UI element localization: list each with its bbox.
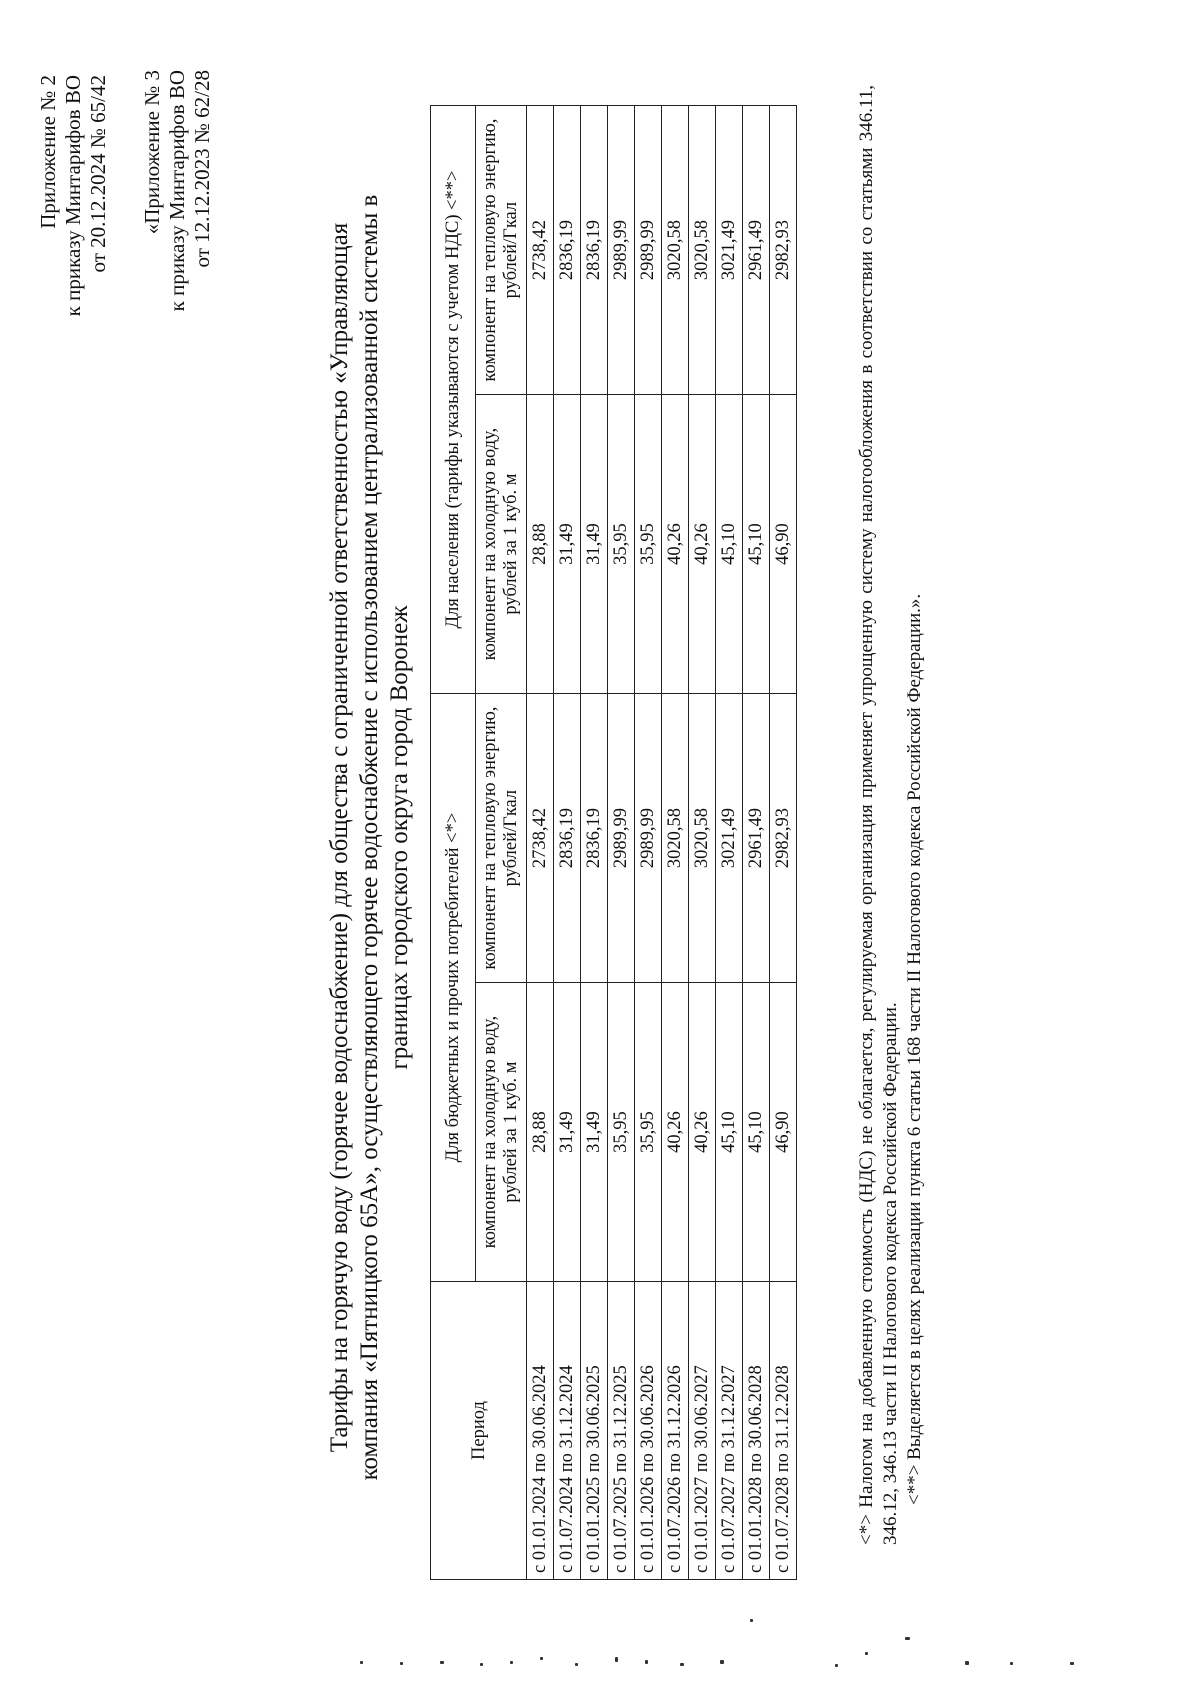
scan-speck <box>680 1663 684 1666</box>
title-line-3: границах городского округа город Воронеж <box>386 605 413 1070</box>
cell-population-heat: 2836,19 <box>581 106 608 395</box>
table-row <box>635 106 662 1580</box>
cell-population-water: 45,10 <box>716 395 743 694</box>
cell-budget-heat: 2836,19 <box>554 694 581 983</box>
scan-speck <box>750 1619 753 1622</box>
table-row <box>527 106 554 1580</box>
appendix-current-order: к приказу Минтарифов ВО <box>61 75 85 317</box>
scan-speck <box>1070 1662 1074 1665</box>
cell-population-heat: 2738,42 <box>527 106 554 395</box>
cell-budget-heat: 2738,42 <box>527 694 554 983</box>
cell-budget-water: 31,49 <box>554 983 581 1282</box>
cell-period: с 01.07.2025 по 31.12.2025 <box>608 1282 635 1580</box>
cell-budget-heat: 2836,19 <box>581 694 608 983</box>
cell-population-water: 40,26 <box>689 395 716 694</box>
cell-population-water: 46,90 <box>770 395 797 694</box>
cell-budget-water: 40,26 <box>662 983 689 1282</box>
scan-speck <box>965 1661 969 1665</box>
table-row <box>608 106 635 1580</box>
scan-speck <box>1010 1662 1013 1665</box>
appendix-previous-date: от 12.12.2023 № 62/28 <box>190 70 214 268</box>
cell-budget-heat: 2989,99 <box>608 694 635 983</box>
table-row <box>662 106 689 1580</box>
cell-population-heat: 3021,49 <box>716 106 743 395</box>
table-row <box>743 106 770 1580</box>
footnote-vat-exempt: <*> Налогом на добавленную стоимость (НДС) не облагается, регулируемая организация применяет упрощенную систему налогообложения в соответствии со статьями 346.11, 346.12, 346.13 части II Налогового кодекса Российской Федерации. <box>856 85 901 1545</box>
header-population-cold-water: компонент на холодную воду, рублей за 1 куб. м <box>476 395 527 694</box>
title-line-1: Тарифы на горячую воду (горячее водоснабжение) для общества с ограниченной ответственностью «Управляющая <box>326 222 353 1453</box>
cell-budget-heat: 3020,58 <box>689 694 716 983</box>
scan-speck <box>645 1660 648 1664</box>
cell-population-heat: 2989,99 <box>635 106 662 395</box>
tariff-table <box>430 105 797 1580</box>
appendix-previous-number: «Приложение № 3 <box>140 70 164 235</box>
cell-population-water: 35,95 <box>608 395 635 694</box>
title-line-2: компания «Пятницкого 65А», осуществляющего горячее водоснабжение с использованием централизованной системы в <box>356 194 383 1481</box>
cell-population-heat: 2982,93 <box>770 106 797 395</box>
cell-budget-heat: 2989,99 <box>635 694 662 983</box>
header-group-budget: Для бюджетных и прочих потребителей <*> <box>431 694 476 1282</box>
cell-period: с 01.07.2028 по 31.12.2028 <box>770 1282 797 1580</box>
cell-budget-heat: 3021,49 <box>716 694 743 983</box>
cell-budget-heat: 2961,49 <box>743 694 770 983</box>
header-budget-cold-water: компонент на холодную воду, рублей за 1 куб. м <box>476 983 527 1282</box>
scan-speck <box>575 1663 578 1666</box>
cell-period: с 01.01.2024 по 30.06.2024 <box>527 1282 554 1580</box>
cell-budget-water: 28,88 <box>527 983 554 1282</box>
appendix-previous-order: к приказу Минтарифов ВО <box>165 70 189 312</box>
cell-period: с 01.07.2024 по 31.12.2024 <box>554 1282 581 1580</box>
cell-population-heat: 2836,19 <box>554 106 581 395</box>
appendix-current-number: Приложение № 2 <box>36 75 60 229</box>
cell-population-water: 31,49 <box>581 395 608 694</box>
cell-period: с 01.01.2026 по 30.06.2026 <box>635 1282 662 1580</box>
header-group-population: Для населения (тарифы указываются с учетом НДС) <**> <box>431 106 476 694</box>
scan-speck <box>510 1661 513 1664</box>
header-period: Период <box>431 1282 527 1580</box>
document-title <box>325 40 415 1635</box>
cell-period: с 01.01.2025 по 30.06.2025 <box>581 1282 608 1580</box>
cell-period: с 01.07.2026 по 31.12.2026 <box>662 1282 689 1580</box>
header-population-heat-energy: компонент на тепловую энергию, рублей/Гкал <box>476 106 527 395</box>
footnote-vat-included: <**> Выделяется в целях реализации пункта 6 статьи 168 части II Налогового кодекса Российской Федерации.». <box>904 593 925 1505</box>
appendix-current-header <box>36 75 111 316</box>
table-row <box>554 106 581 1580</box>
table-row <box>581 106 608 1580</box>
cell-period: с 01.01.2027 по 30.06.2027 <box>689 1282 716 1580</box>
scan-speck <box>480 1663 483 1666</box>
scan-speck <box>865 1652 868 1655</box>
footnotes <box>855 85 927 1545</box>
cell-population-water: 45,10 <box>743 395 770 694</box>
appendix-current-date: от 20.12.2024 № 65/42 <box>86 75 110 273</box>
cell-period: с 01.07.2027 по 31.12.2027 <box>716 1282 743 1580</box>
header-budget-heat-energy: компонент на тепловую энергию, рублей/Гкал <box>476 694 527 983</box>
cell-population-heat: 3020,58 <box>689 106 716 395</box>
cell-budget-water: 45,10 <box>743 983 770 1282</box>
scan-speck <box>615 1657 618 1662</box>
scan-speck <box>835 1664 838 1667</box>
cell-period: с 01.01.2028 по 30.06.2028 <box>743 1282 770 1580</box>
scan-speck <box>720 1660 724 1664</box>
cell-budget-water: 35,95 <box>608 983 635 1282</box>
cell-population-water: 31,49 <box>554 395 581 694</box>
cell-population-water: 40,26 <box>662 395 689 694</box>
cell-budget-water: 35,95 <box>635 983 662 1282</box>
scan-speck <box>360 1661 363 1664</box>
cell-budget-water: 45,10 <box>716 983 743 1282</box>
cell-population-heat: 2989,99 <box>608 106 635 395</box>
scan-speck <box>440 1661 444 1664</box>
table-row <box>770 106 797 1580</box>
scan-speck <box>905 1637 910 1640</box>
cell-population-water: 28,88 <box>527 395 554 694</box>
scan-speck <box>540 1657 543 1660</box>
cell-budget-water: 31,49 <box>581 983 608 1282</box>
cell-budget-water: 40,26 <box>689 983 716 1282</box>
cell-population-water: 35,95 <box>635 395 662 694</box>
cell-budget-heat: 2982,93 <box>770 694 797 983</box>
scan-speck <box>400 1662 403 1665</box>
cell-population-heat: 3020,58 <box>662 106 689 395</box>
table-row <box>716 106 743 1580</box>
appendix-previous-header <box>140 70 215 311</box>
cell-budget-heat: 3020,58 <box>662 694 689 983</box>
cell-budget-water: 46,90 <box>770 983 797 1282</box>
cell-population-heat: 2961,49 <box>743 106 770 395</box>
table-row <box>689 106 716 1580</box>
